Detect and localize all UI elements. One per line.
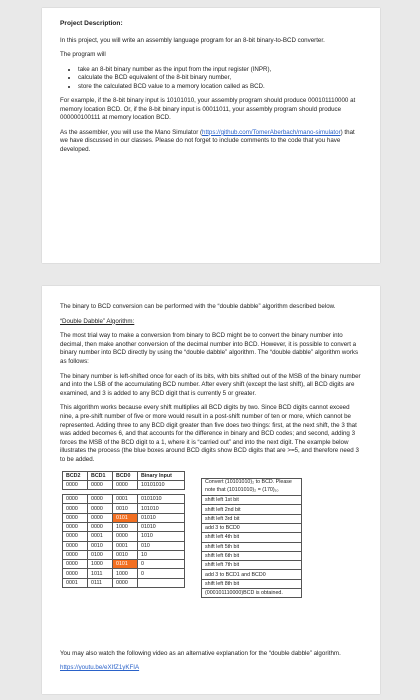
table-cell: 0010 bbox=[88, 541, 113, 550]
table-cell: 0101010 bbox=[138, 495, 185, 504]
table-cell: 0000 bbox=[63, 541, 88, 550]
table-row bbox=[202, 579, 302, 588]
table-cell: 0001 bbox=[113, 541, 138, 550]
bcd1-header: BCD1 bbox=[88, 471, 113, 480]
note-cell: add 3 to BCD0 bbox=[202, 523, 302, 532]
note-cell: shift left 3rd bit bbox=[202, 514, 302, 523]
table-cell: 0000 bbox=[63, 522, 88, 531]
table-cell: 1000 bbox=[113, 569, 138, 578]
table-cell: 0000 bbox=[88, 495, 113, 504]
table-cell: 0000 bbox=[63, 504, 88, 513]
table-cell: 0000 bbox=[63, 560, 88, 569]
project-description-heading: Project Description: bbox=[60, 20, 123, 27]
list-item: • calculate the BCD equivalent of the 8-bit binary number, bbox=[78, 74, 362, 82]
algorithm-paragraph-1: The most trial way to make a conversion from binary to BCD might be to convert the binary number into decimal, then make another conversion of the decimal number into BCD. However, it is possible to convert a binary number into BCD directly by using the “double dabble” algorithm. The “double dabble” algorithm works as follows: bbox=[60, 332, 359, 365]
table-cell: 0 bbox=[138, 560, 185, 569]
table-cell: 0000 bbox=[88, 513, 113, 522]
note-rows bbox=[202, 496, 302, 598]
list-item: • take an 8-bit binary number as the input from the input register (INPR), bbox=[78, 66, 362, 74]
table-row bbox=[202, 514, 302, 523]
table-cell: 0001 bbox=[63, 578, 88, 587]
note-cell: Convert (10101010)₂ to BCD. Please note that (10101010)₂ = (170)₁₀ bbox=[202, 478, 302, 496]
table-row bbox=[63, 480, 185, 489]
table-cell: 0000 bbox=[63, 480, 88, 489]
table-cell bbox=[138, 578, 185, 587]
table-cell: 1011 bbox=[88, 569, 113, 578]
note-cell: shift left 6th bit bbox=[202, 551, 302, 560]
table-cell: 0000 bbox=[88, 504, 113, 513]
table-cell: 0000 bbox=[63, 550, 88, 559]
table-row bbox=[202, 589, 302, 598]
note-cell: (000101110000)BCD is obtained. bbox=[202, 589, 302, 598]
table-cell: 0000 bbox=[113, 480, 138, 489]
table-row bbox=[63, 495, 185, 504]
table-header-row bbox=[63, 471, 185, 480]
table-row bbox=[63, 513, 185, 522]
table-row bbox=[63, 541, 185, 550]
list-item: • store the calculated BCD value to a memory location called as BCD. bbox=[78, 83, 362, 91]
table-row bbox=[202, 542, 302, 551]
table-row bbox=[63, 550, 185, 559]
table-row bbox=[202, 533, 302, 542]
document-page-1 bbox=[42, 8, 380, 263]
table-cell: 0000 bbox=[63, 513, 88, 522]
assembler-text-pre: As the assembler, you will use the Mano Simulator ( bbox=[60, 128, 203, 136]
note-cell: shift left 8th bit bbox=[202, 579, 302, 588]
table-cell: 1000 bbox=[113, 522, 138, 531]
table-row bbox=[63, 578, 185, 587]
table-cell: 0001 bbox=[88, 532, 113, 541]
table-row bbox=[202, 478, 302, 496]
table-cell: 0111 bbox=[88, 578, 113, 587]
table-cell: 0000 bbox=[63, 532, 88, 541]
algorithm-heading: “Double Dabble” Algorithm: bbox=[60, 317, 135, 325]
bcd-steps-table bbox=[62, 471, 185, 589]
table-row bbox=[202, 551, 302, 560]
table-cell: 101010 bbox=[138, 504, 185, 513]
step-notes-table bbox=[201, 478, 302, 599]
table-cell: 0010 bbox=[113, 504, 138, 513]
table-row bbox=[202, 496, 302, 505]
step-rows bbox=[63, 495, 185, 588]
mano-simulator-link[interactable]: https://github.com/TomerAberbach/mano-simulator bbox=[202, 128, 341, 136]
table-row bbox=[202, 561, 302, 570]
table-cell: 0000 bbox=[113, 532, 138, 541]
table-cell: 1000 bbox=[88, 560, 113, 569]
youtube-link[interactable]: https://youtu.be/eXIfZ1yKFIA bbox=[60, 664, 140, 672]
note-cell: shift left 7th bit bbox=[202, 561, 302, 570]
note-cell: shift left 1st bit bbox=[202, 496, 302, 505]
bcd0-header: BCD0 bbox=[113, 471, 138, 480]
binary-input-header: Binary Input bbox=[138, 471, 185, 480]
note-cell: shift left 5th bit bbox=[202, 542, 302, 551]
table-row bbox=[63, 560, 185, 569]
table-cell: 0000 bbox=[88, 480, 113, 489]
table-cell: 0000 bbox=[63, 569, 88, 578]
video-link-line bbox=[60, 664, 362, 673]
table-cell: 10101010 bbox=[138, 480, 185, 489]
table-cell: 10 bbox=[138, 550, 185, 559]
table-cell: 1010 bbox=[138, 532, 185, 541]
conversion-intro: The binary to BCD conversion can be performed with the “double dabble” algorithm described below. bbox=[60, 303, 336, 310]
table-cell: 0101 bbox=[113, 560, 138, 569]
example-paragraph: For example, if the 8-bit binary input is 10101010, your assembly program should produce 000101110000 at memory location BCD. Or, if the 8-bit binary input is 00011011, your assembly program should produce 000000100111 at memory location BCD. bbox=[60, 97, 356, 122]
example-table-area bbox=[62, 471, 362, 636]
table-cell: 01010 bbox=[138, 522, 185, 531]
intro-paragraph: In this project, you will write an assembly language program for an 8-bit binary-to-BCD converter. bbox=[60, 36, 325, 44]
assembler-paragraph bbox=[60, 129, 362, 155]
video-paragraph: You may also watch the following video as an alternative explanation for the “double dabble” algorithm. bbox=[60, 649, 341, 657]
algorithm-paragraph-3: This algorithm works because every shift multiplies all BCD digits by two. Since BCD digits cannot exceed nine, a pre-shift number of five or more would result in a post-shift number of ten or more, which cannot be represented. Adding three to any BCD digit greater than five does two things: first, at the next shift, the 3 that was added becomes 6, and that accounts for the difference in binary and BCD codes; and second, adding 3 forces the MSB of the BCD digit to a 1, where it is “carried out” and into the next digit. The example below illustrates the process (the blue boxes around BCD digits show BCD digits that are >=5, and therefore need 3 to be added. bbox=[60, 404, 359, 463]
table-row bbox=[202, 523, 302, 532]
table-cell: 0 bbox=[138, 569, 185, 578]
table-cell: 0000 bbox=[113, 578, 138, 587]
table-row bbox=[202, 570, 302, 579]
table-cell: 0100 bbox=[88, 550, 113, 559]
table-cell: 0010 bbox=[113, 550, 138, 559]
table-cell: 0001 bbox=[113, 495, 138, 504]
bcd2-header: BCD2 bbox=[63, 471, 88, 480]
note-cell: add 3 to BCD1 and BCD0 bbox=[202, 570, 302, 579]
table-row bbox=[202, 505, 302, 514]
program-will-label: The program will bbox=[60, 51, 106, 59]
table-cell: 0000 bbox=[88, 522, 113, 531]
assembler-text-post: ) that we have discussed in our classes. Please do not forget to include comments to the code that you have developed. bbox=[60, 128, 355, 153]
table-cell: 0000 bbox=[63, 495, 88, 504]
algorithm-paragraph-2: The binary number is left-shifted once for each of its bits, with bits shifted out of the MSB of the binary number and into the LSB of the accumulating BCD number. After every shift (except the last shift), all BCD digits are examined, and 3 is added to any BCD digit that is currently 5 or greater. bbox=[60, 372, 361, 397]
document-page-2 bbox=[42, 286, 380, 694]
table-row bbox=[63, 569, 185, 578]
table-cell: 010 bbox=[138, 541, 185, 550]
requirements-list bbox=[60, 66, 362, 91]
note-cell: shift left 2nd bit bbox=[202, 505, 302, 514]
table-cell: 0101 bbox=[113, 513, 138, 522]
table-row bbox=[63, 504, 185, 513]
table-row bbox=[63, 532, 185, 541]
note-cell: shift left 4th bit bbox=[202, 533, 302, 542]
table-row bbox=[63, 522, 185, 531]
table-cell: 01010 bbox=[138, 513, 185, 522]
